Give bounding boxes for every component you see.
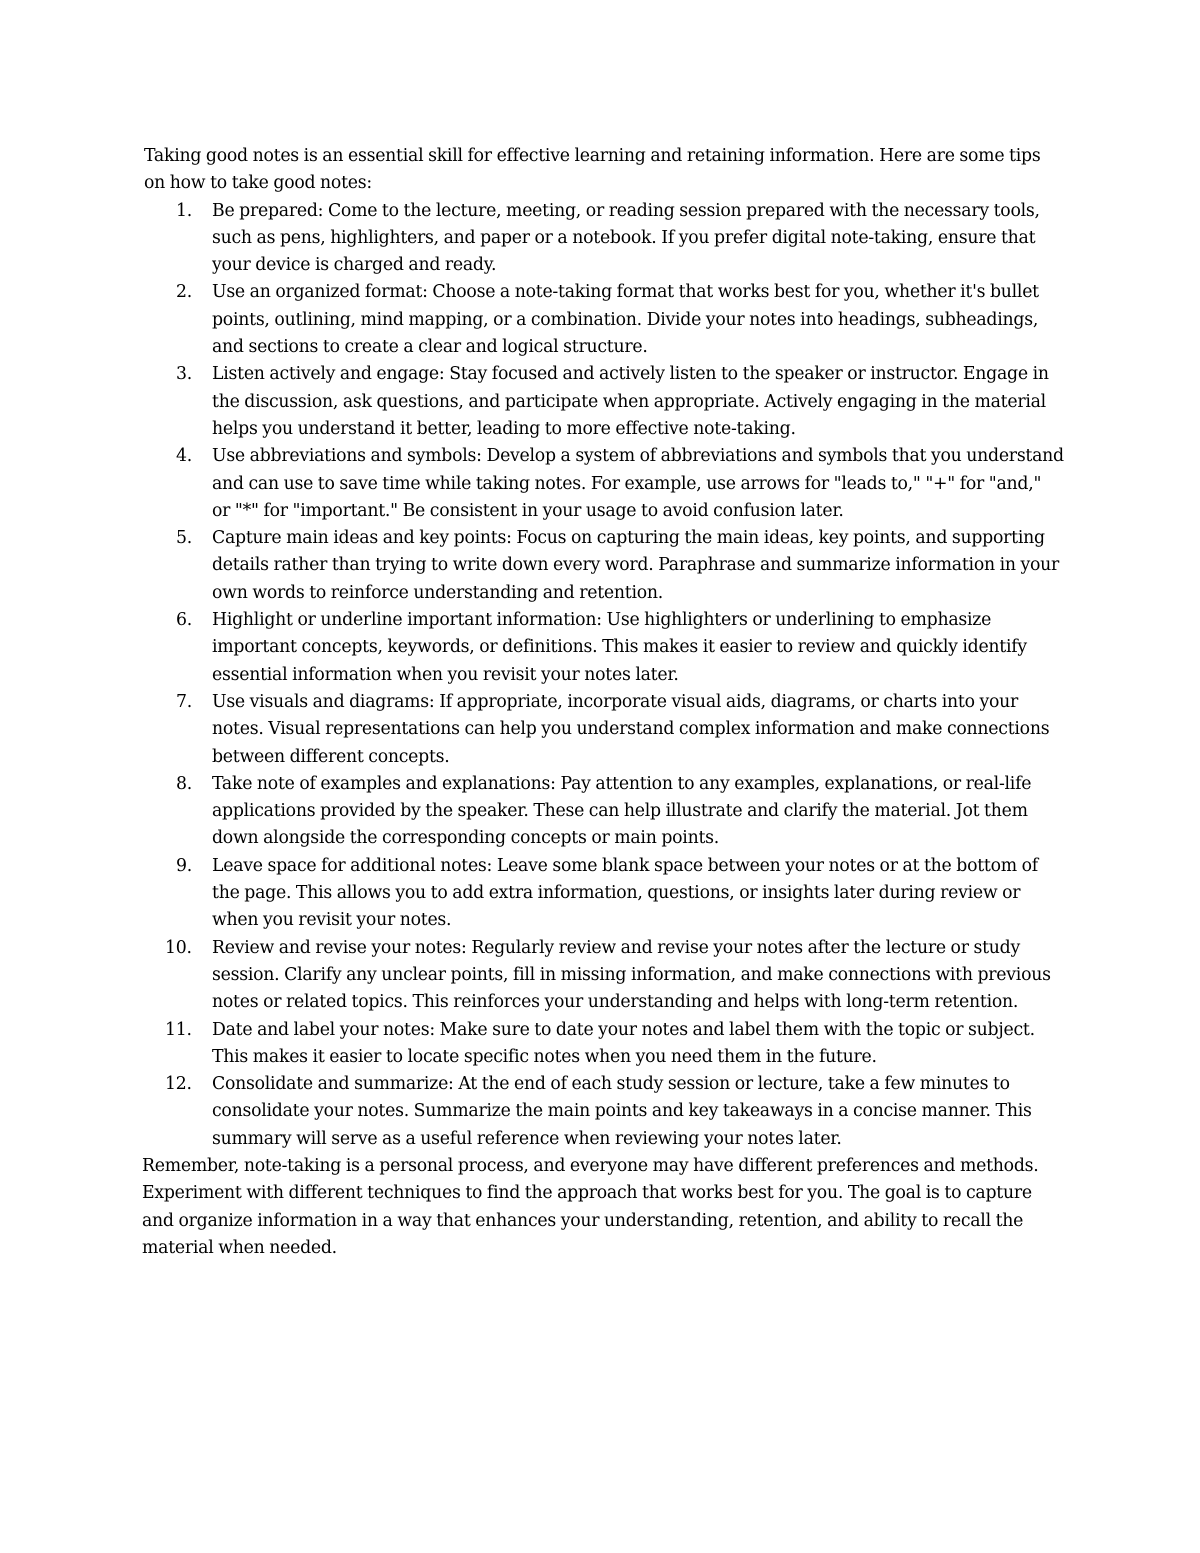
list-item-number: 12. <box>165 1074 192 1095</box>
list-item-text: Use abbreviations and symbols: Develop a system of abbreviations and symbols that you understand and can use to save time while taking notes. For example, use arrows for "leads to," "+" for "and," or "*" for "important." Be consistent in your usage to avoid confusion later. <box>212 446 1064 521</box>
list-item-text: Be prepared: Come to the lecture, meeting, or reading session prepared with the necessary tools, such as pens, highlighters, and paper or a notebook. If you prefer digital note-taking, ensure that your device is charged and ready. <box>212 200 1040 276</box>
list-item <box>176 689 1064 771</box>
list-item <box>176 198 1064 280</box>
document-body <box>144 143 1064 1262</box>
list-item-number: 8. <box>176 773 192 794</box>
list-item <box>176 853 1064 935</box>
intro-paragraph: Taking good notes is an essential skill for effective learning and retaining information. Here are some tips on how to take good notes: <box>144 146 1041 194</box>
list-item-number: 10. <box>165 937 192 958</box>
list-item-text: Review and revise your notes: Regularly review and revise your notes after the lecture or study session. Clarify any unclear points, fill in missing information, and make connections with previous notes or related topics. This reinforces your understanding and helps with long-term retention. <box>212 937 1051 1013</box>
list-item-text: Take note of examples and explanations: Pay attention to any examples, explanations, or real-life applications provided by the speaker. These can help illustrate and clarify the material. Jot them down alongside the corresponding concepts or main points. <box>212 773 1032 849</box>
list-item-number: 4. <box>176 446 192 467</box>
list-item-number: 1. <box>176 200 192 221</box>
list-item-number: 3. <box>176 364 192 385</box>
list-item <box>176 525 1064 607</box>
tips-list <box>144 198 1064 1153</box>
list-item <box>165 1017 1064 1072</box>
list-item-text: Listen actively and engage: Stay focused and actively listen to the speaker or instructor. Engage in the discussion, ask questions, and participate when appropriate. Actively engaging in the material helps you understand it better, leading to more effective note-taking. <box>212 364 1049 439</box>
list-item-text: Consolidate and summarize: At the end of each study session or lecture, take a few minutes to consolidate your notes. Summarize the main points and key takeaways in a concise manner. This summary will serve as a useful reference when reviewing your notes later. <box>212 1074 1032 1149</box>
list-item-number: 7. <box>176 691 192 712</box>
list-item <box>165 935 1064 1017</box>
list-item <box>176 279 1064 361</box>
list-item <box>176 607 1064 689</box>
list-item-number: 5. <box>176 528 192 549</box>
list-item <box>176 361 1064 443</box>
list-item-number: 2. <box>176 282 192 303</box>
list-item <box>176 771 1064 853</box>
list-item-text: Use visuals and diagrams: If appropriate, incorporate visual aids, diagrams, or charts into your notes. Visual representations can help you understand complex information and make connections between different concepts. <box>212 691 1050 767</box>
list-item-text: Highlight or underline important information: Use highlighters or underlining to emphasize important concepts, keywords, or definitions. This makes it easier to review and quickly identify essential information when you revisit your notes later. <box>212 610 1027 685</box>
list-item <box>165 1071 1064 1153</box>
list-item-number: 9. <box>176 855 192 876</box>
list-item-number: 11. <box>165 1019 192 1040</box>
list-item-text: Leave space for additional notes: Leave some blank space between your notes or at the bottom of the page. This allows you to add extra information, questions, or insights later during review or when you revisit your notes. <box>212 855 1038 931</box>
list-item-text: Date and label your notes: Make sure to date your notes and label them with the topic or subject. This makes it easier to locate specific notes when you need them in the future. <box>212 1019 1035 1067</box>
list-item-number: 6. <box>176 610 192 631</box>
list-item-text: Use an organized format: Choose a note-taking format that works best for you, whether it's bullet points, outlining, mind mapping, or a combination. Divide your notes into headings, subheadings, and sections to create a clear and logical structure. <box>212 282 1039 358</box>
closing-paragraph: Remember, note-taking is a personal process, and everyone may have different preferences and methods. Experiment with different techniques to find the approach that works best for you. The goal is to capture and organize information in a way that enhances your understanding, retention, and ability to recall the material when needed. <box>142 1155 1039 1258</box>
list-item-text: Capture main ideas and key points: Focus on capturing the main ideas, key points, and supporting details rather than trying to write down every word. Paraphrase and summarize information in your own words to reinforce understanding and retention. <box>212 528 1060 603</box>
list-item <box>176 443 1064 525</box>
